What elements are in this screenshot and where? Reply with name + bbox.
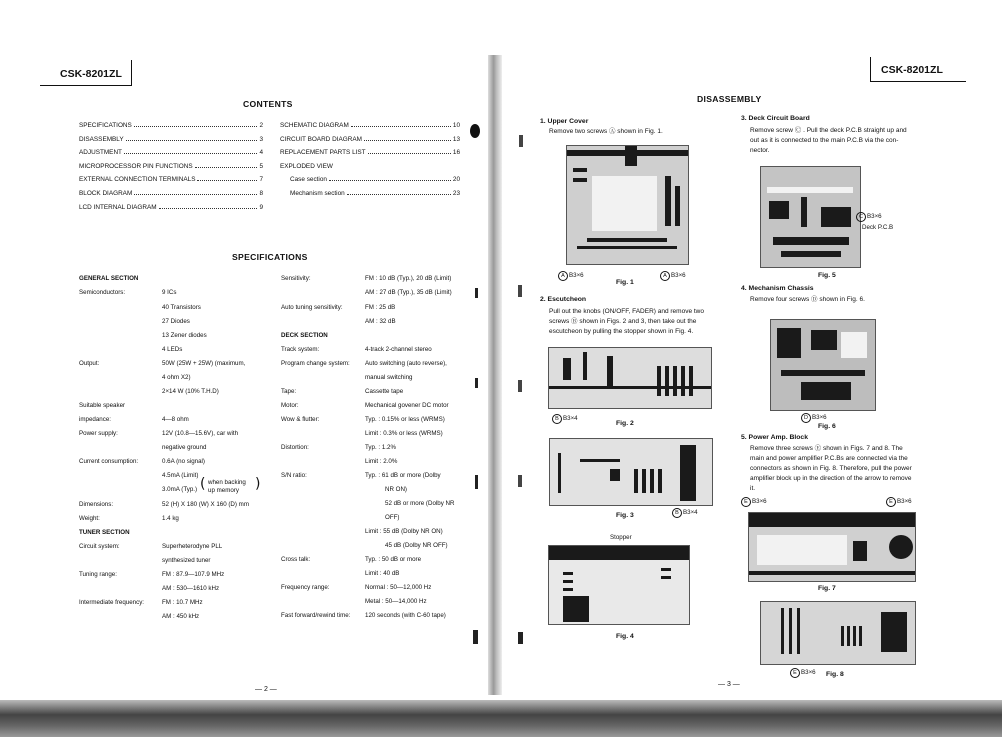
current-value-1: 0.6A (no signal) — [162, 458, 205, 465]
program-change-value-1: Auto switching (auto reverse), — [365, 360, 447, 367]
toc-item — [290, 176, 460, 183]
step3-text-1: Remove screw Ⓒ . Pull the deck P.C.B straight up and — [750, 127, 907, 134]
sn-ratio-value-3: 52 dB or more (Dolby NR — [385, 500, 455, 507]
sn-ratio-label: S/N ratio: — [281, 472, 307, 479]
toc-item-page: 4 — [259, 149, 263, 157]
fig1-upper-cover-photo — [566, 145, 689, 265]
fig3-escutcheon-photo — [549, 438, 713, 506]
if-value-2: AM : 450 kHz — [162, 613, 200, 620]
toc-item — [79, 176, 263, 183]
distortion-value-2: Limit : 2.0% — [365, 458, 398, 465]
auto-tuning-value-2: AM : 32 dB — [365, 318, 396, 325]
toc-leader-dots — [364, 140, 451, 141]
speaker-label-2: impedance: — [79, 416, 111, 423]
current-value-2: 4.5mA (Limit) — [162, 472, 199, 479]
fig5-caption: Fig. 5 — [818, 272, 836, 279]
backing-bracket-close: ) — [255, 476, 261, 492]
screw-d-marker: D — [801, 413, 811, 423]
ff-rewind-value: 120 seconds (with C-60 tape) — [365, 612, 446, 619]
toc-item-label: MICROPROCESSOR PIN FUNCTIONS — [79, 162, 193, 170]
toc-leader-dots — [329, 180, 451, 181]
toc-item — [79, 122, 263, 129]
toc-item — [290, 190, 460, 197]
if-value-1: FM : 10.7 MHz — [162, 599, 203, 606]
circuit-system-value-2: synthesized tuner — [162, 557, 211, 564]
screw-e-marker: E — [741, 497, 751, 507]
contents-title: CONTENTS — [243, 99, 293, 109]
tuning-range-label: Tuning range: — [79, 571, 117, 578]
toc-item — [280, 163, 460, 170]
toc-item-label: EXPLODED VIEW — [280, 162, 333, 170]
step2-text-1: Pull out the knobs (ON/OFF, FADER) and remove two — [549, 308, 704, 315]
step1-title: 1. Upper Cover — [540, 118, 589, 125]
frequency-range-value-1: Normal : 50—12,000 Hz — [365, 584, 432, 591]
screw-b-size: B3×4 — [563, 415, 578, 422]
step3-text-3: nector. — [750, 147, 770, 154]
toc-item — [79, 149, 263, 156]
toc-item-page: 13 — [452, 135, 460, 143]
fig8-callout-e — [790, 668, 816, 678]
toc-leader-dots — [126, 140, 258, 141]
semiconductors-value-5: 4 LEDs — [162, 346, 183, 353]
output-value-3: 2×14 W (10% T.H.D) — [162, 388, 219, 395]
ff-rewind-label: Fast forward/rewind time: — [281, 612, 351, 619]
step5-title: 5. Power Amp. Block — [741, 434, 808, 441]
fig5-deck-board-photo — [760, 166, 861, 268]
power-supply-value-1: 12V (10.8—15.6V), car with — [162, 430, 239, 437]
screw-a-size: B3×6 — [671, 272, 686, 279]
sn-ratio-value-1: Typ. : 61 dB or more (Dolby — [365, 472, 441, 479]
fig2-escutcheon-photo — [548, 347, 712, 409]
toc-item-label: Mechanism section — [290, 190, 345, 197]
toc-item-label: Case section — [290, 176, 327, 184]
toc-leader-dots — [351, 126, 451, 127]
sn-ratio-value-2: NR ON) — [385, 486, 407, 493]
binding-mark — [475, 288, 478, 298]
power-supply-label: Power supply: — [79, 430, 118, 437]
wow-flutter-value-1: Typ. : 0.15% or less (WRMS) — [365, 416, 445, 423]
step1-text: Remove two screws Ⓐ shown in Fig. 1. — [549, 128, 663, 135]
scan-edge-band — [0, 700, 1002, 737]
dimensions-label: Dimensions: — [79, 501, 114, 508]
screw-c-size: B3×6 — [867, 213, 882, 220]
current-label: Current consumption: — [79, 458, 139, 465]
binding-mark — [518, 632, 523, 644]
binding-mark — [475, 475, 478, 489]
toc-item-page: 7 — [259, 176, 263, 184]
toc-item-label: DISASSEMBLY — [79, 135, 124, 143]
toc-item-label: REPLACEMENT PARTS LIST — [280, 149, 366, 157]
toc-item-page: 20 — [452, 176, 460, 184]
toc-item-label: LCD INTERNAL DIAGRAM — [79, 203, 157, 211]
screw-d-size: B3×6 — [812, 414, 827, 421]
toc-item-page: 8 — [259, 190, 263, 197]
step2-text-2: screws Ⓑ shown in Figs. 2 and 3, then take out the — [549, 318, 697, 325]
toc-item — [79, 190, 263, 197]
toc-item-page: 16 — [452, 149, 460, 157]
screw-e-size: B3×6 — [801, 669, 816, 676]
circuit-system-value-1: Superheterodyne PLL — [162, 543, 223, 550]
output-value-2: 4 ohm X2) — [162, 374, 191, 381]
step5-text-1: Remove three screws Ⓔ shown in Figs. 7 and 8. The — [750, 445, 903, 452]
tuner-section-heading: TUNER SECTION — [79, 529, 130, 536]
sn-ratio-value-4: OFF) — [385, 514, 400, 521]
tuning-range-value-1: FM : 87.9—107.9 MHz — [162, 571, 225, 578]
semiconductors-value-3: 27 Diodes — [162, 318, 190, 325]
wow-flutter-label: Wow & flutter: — [281, 416, 320, 423]
binding-mark — [518, 285, 522, 297]
toc-leader-dots — [124, 153, 257, 154]
fig4-stopper-label: Stopper — [610, 534, 632, 541]
screw-e-marker: E — [886, 497, 896, 507]
toc-item-page: 10 — [452, 122, 460, 129]
screw-a-marker: A — [558, 271, 568, 281]
tuning-range-value-2: AM : 530—1610 kHz — [162, 585, 220, 592]
screw-b-marker: B — [552, 414, 562, 424]
page-gutter — [488, 55, 502, 695]
page-number-left: — 2 — — [255, 686, 277, 693]
binding-mark — [519, 135, 523, 147]
track-system-value: 4-track 2-channel stereo — [365, 346, 432, 353]
semiconductors-value-1: 9 ICs — [162, 289, 177, 296]
auto-tuning-label: Auto tuning sensitivity: — [281, 304, 343, 311]
if-label: Intermediate frequency: — [79, 599, 145, 606]
binding-hole-mark — [470, 124, 480, 138]
step5-text-5: it. — [750, 485, 756, 492]
cross-talk-value-1: Typ. : 50 dB or more — [365, 556, 422, 563]
output-label: Output: — [79, 360, 100, 367]
toc-leader-dots — [159, 208, 258, 209]
header-rule-right-vertical — [870, 57, 871, 82]
fig7-callout-e-left — [741, 497, 767, 507]
program-change-label: Program change system: — [281, 360, 350, 367]
header-rule-left — [40, 85, 132, 86]
toc-item-label: CIRCUIT BOARD DIAGRAM — [280, 135, 362, 143]
circuit-system-label: Circuit system: — [79, 543, 120, 550]
fig4-caption: Fig. 4 — [616, 633, 634, 640]
output-value-1: 50W (25W + 25W) (maximum, — [162, 360, 246, 367]
fig5-deck-pcb-label: Deck P.C.B — [862, 224, 894, 231]
auto-tuning-value-1: FM : 25 dB — [365, 304, 396, 311]
weight-label: Weight: — [79, 515, 100, 522]
current-value-3: 3.0mA (Typ.) — [162, 486, 198, 493]
toc-item-label: SPECIFICATIONS — [79, 122, 132, 129]
weight-value: 1.4 kg — [162, 515, 179, 522]
toc-item-page: 23 — [452, 190, 460, 197]
fig6-callout-d — [801, 413, 827, 423]
toc-item-page: 2 — [259, 122, 263, 129]
step2-title: 2. Escutcheon — [540, 296, 587, 303]
toc-item-page: 3 — [259, 135, 263, 143]
binding-mark — [518, 475, 522, 487]
toc-item-label: BLOCK DIAGRAM — [79, 190, 133, 197]
power-supply-value-2: negative ground — [162, 444, 207, 451]
toc-leader-dots — [134, 126, 258, 127]
deck-section-heading: DECK SECTION — [281, 332, 328, 339]
tape-value: Cassette tape — [365, 388, 404, 395]
toc-leader-dots — [347, 194, 451, 195]
toc-item — [79, 136, 263, 143]
screw-b-marker: B — [672, 508, 682, 518]
track-system-label: Track system: — [281, 346, 320, 353]
sensitivity-value-2: AM : 27 dB (Typ.), 35 dB (Limit) — [365, 289, 452, 296]
sn-ratio-value-5: Limit : 55 dB (Dolby NR ON) — [365, 528, 443, 535]
tape-label: Tape: — [281, 388, 297, 395]
screw-b-size: B3×4 — [683, 509, 698, 516]
toc-leader-dots — [195, 167, 258, 168]
fig2-callout-b — [552, 414, 578, 424]
distortion-label: Distortion: — [281, 444, 309, 451]
distortion-value-1: Typ. : 1.2% — [365, 444, 396, 451]
frequency-range-value-2: Metal : 50—14,000 Hz — [365, 598, 427, 605]
fig6-caption: Fig. 6 — [818, 423, 836, 430]
step3-title: 3. Deck Circuit Board — [741, 115, 810, 122]
motor-value: Mechanical govener DC motor — [365, 402, 449, 409]
toc-leader-dots — [134, 194, 257, 195]
page-number-right: — 3 — — [718, 681, 740, 688]
toc-leader-dots — [197, 180, 257, 181]
binding-mark — [475, 378, 478, 388]
semiconductors-value-2: 40 Transistors — [162, 304, 201, 311]
general-section-heading: GENERAL SECTION — [79, 275, 139, 282]
backing-note-2: up memory — [208, 487, 239, 494]
fig1-callout-a-left — [558, 271, 584, 281]
toc-item-page: 9 — [259, 203, 263, 211]
header-rule-left-vertical — [131, 60, 132, 86]
step2-text-3: escutcheon by pulling the stopper shown in Fig. 4. — [549, 328, 694, 335]
fig1-callout-a-right — [660, 271, 686, 281]
dimensions-value: 52 (H) X 180 (W) X 160 (D) mm — [162, 501, 249, 508]
fig5-callout-c — [856, 212, 882, 222]
speaker-label-1: Suitable speaker — [79, 402, 126, 409]
step5-text-3: connectors as shown in Fig. 8. Therefore, pull the power — [750, 465, 912, 472]
fig4-stopper-photo — [548, 545, 690, 625]
wow-flutter-value-2: Limit : 0.3% or less (WRMS) — [365, 430, 443, 437]
toc-item — [280, 149, 460, 156]
backing-note-1: when backing — [208, 479, 246, 486]
screw-e-marker: E — [790, 668, 800, 678]
backing-bracket-open: ( — [200, 476, 206, 492]
cross-talk-value-2: Limit : 40 dB — [365, 570, 400, 577]
fig8-amp-block-photo — [760, 601, 916, 665]
fig3-callout-b — [672, 508, 698, 518]
cross-talk-label: Cross talk: — [281, 556, 311, 563]
disassembly-title: DISASSEMBLY — [697, 94, 762, 104]
toc-item — [79, 163, 263, 170]
sensitivity-label: Sensitivity: — [281, 275, 311, 282]
toc-item-label: ADJUSTMENT — [79, 149, 122, 157]
step5-text-2: main and power amplifier P.C.Bs are connected via the — [750, 455, 908, 462]
step3-text-2: out as it is connected to the main P.C.B via the con- — [750, 137, 899, 144]
screw-a-marker: A — [660, 271, 670, 281]
toc-item-page: 5 — [259, 162, 263, 170]
step4-title: 4. Mechanism Chassis — [741, 285, 814, 292]
semiconductors-label: Semiconductors: — [79, 289, 126, 296]
fig1-caption: Fig. 1 — [616, 279, 634, 286]
screw-a-size: B3×6 — [569, 272, 584, 279]
fig7-caption: Fig. 7 — [818, 585, 836, 592]
toc-item — [280, 136, 460, 143]
toc-item-label: SCHEMATIC DIAGRAM — [280, 122, 349, 129]
screw-e-size: B3×6 — [752, 498, 767, 505]
motor-label: Motor: — [281, 402, 299, 409]
step4-text: Remove four screws Ⓓ shown in Fig. 6. — [750, 296, 865, 303]
header-rule-right — [870, 81, 966, 82]
toc-item — [280, 122, 460, 129]
sensitivity-value-1: FM : 10 dB (Typ.), 20 dB (Limit) — [365, 275, 452, 282]
fig3-caption: Fig. 3 — [616, 512, 634, 519]
speaker-value: 4—8 ohm — [162, 416, 189, 423]
model-number-left: CSK-8201ZL — [60, 68, 122, 80]
fig6-mechanism-photo — [770, 319, 876, 411]
fig7-callout-e-right — [886, 497, 912, 507]
semiconductors-value-4: 13 Zener diodes — [162, 332, 207, 339]
fig8-caption: Fig. 8 — [826, 671, 844, 678]
toc-leader-dots — [368, 153, 451, 154]
program-change-value-2: manual switching — [365, 374, 413, 381]
sn-ratio-value-6: 45 dB (Dolby NR OFF) — [385, 542, 448, 549]
screw-e-size: B3×6 — [897, 498, 912, 505]
step5-text-4: amplifier block up in the direction of the arrow to remove — [750, 475, 912, 482]
toc-item — [79, 204, 263, 211]
binding-mark — [473, 630, 478, 644]
fig2-caption: Fig. 2 — [616, 420, 634, 427]
screw-c-marker: C — [856, 212, 866, 222]
binding-mark — [518, 380, 522, 392]
specifications-title: SPECIFICATIONS — [232, 252, 308, 262]
frequency-range-label: Frequency range: — [281, 584, 330, 591]
fig7-power-amp-photo — [748, 512, 916, 582]
toc-item-label: EXTERNAL CONNECTION TERMINALS — [79, 176, 196, 184]
model-number-right: CSK-8201ZL — [881, 64, 943, 76]
